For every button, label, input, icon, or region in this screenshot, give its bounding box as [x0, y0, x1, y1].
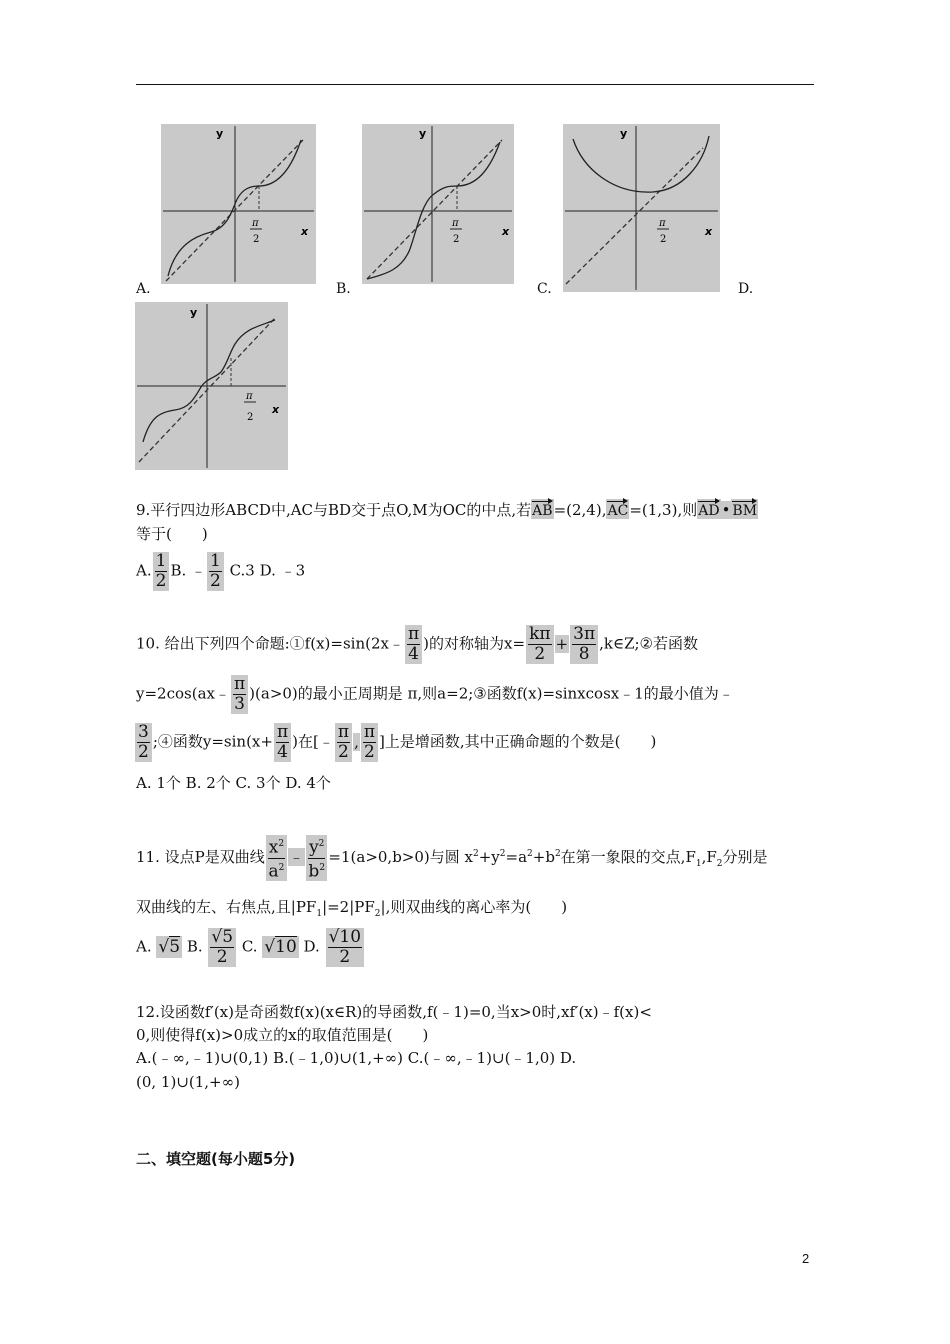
q10-line1 — [136, 625, 698, 664]
fraction-sqrt5-2 — [208, 928, 236, 967]
q11-text: 双曲线的左、右焦点,且|PF — [136, 898, 317, 916]
q10-text: y=2cos(ax﹣ — [136, 684, 230, 703]
q10-text: )的对称轴为x= — [423, 634, 526, 653]
q10-text: )在[﹣ — [292, 732, 334, 751]
pi-label: π — [252, 218, 259, 229]
numerator — [210, 928, 234, 948]
y-axis-label: y — [620, 127, 628, 140]
exponent: 2 — [527, 849, 533, 860]
sqrt-10 — [262, 936, 298, 958]
fraction-one-half — [207, 552, 224, 591]
radical-sign: √ — [211, 927, 223, 947]
radicand: 5 — [222, 927, 234, 947]
pi-label: π — [452, 218, 459, 229]
q9-line2: 等于( ) — [136, 525, 208, 543]
dot-product-symbol: • — [721, 501, 731, 519]
q11-text: +y — [478, 848, 500, 867]
numerator — [268, 835, 285, 859]
q11-line1 — [136, 835, 768, 881]
radicand: 10 — [275, 936, 297, 957]
radical-sign: √ — [328, 927, 340, 947]
q10-options: A. 1个 B. 2个 C. 3个 D. 4个 — [136, 774, 331, 792]
exponent: 2 — [278, 839, 285, 849]
q11-options — [136, 928, 365, 967]
two-label: 2 — [247, 412, 254, 423]
x-axis-label: x — [301, 225, 309, 238]
q11-option-d: D. — [298, 937, 325, 956]
subscript: 1 — [316, 909, 323, 919]
subscript: 1 — [695, 859, 702, 870]
graph-option-c — [563, 124, 720, 292]
q11-text: =1(a>0,b>0)与圆 x — [328, 848, 473, 867]
q10-text: )(a>0)的最小正周期是 π,则a=2;③函数f(x)=sinxcosx﹣1的最小值为﹣ — [249, 684, 734, 703]
numerator: π — [407, 624, 420, 644]
q11-option-a: A. — [136, 937, 157, 956]
q9-text: =(2,4), — [553, 501, 607, 519]
q11-text: |,则双曲线的离心率为( ) — [380, 898, 568, 916]
y-axis-label: y — [190, 306, 198, 319]
two-label: 2 — [660, 234, 667, 245]
numerator — [328, 928, 362, 948]
option-c-label: C. — [537, 281, 552, 297]
q10-text: ]上是增函数,其中正确命题的个数是( ) — [379, 732, 657, 751]
denominator: 2 — [534, 644, 546, 664]
exponent: 2 — [554, 849, 561, 860]
exponent: 2 — [319, 862, 326, 873]
x-axis-label: x — [705, 225, 713, 238]
q10-text: ,k∈Z;②若函数 — [599, 634, 699, 653]
q10-line3 — [134, 723, 656, 762]
q12-line3: A.(﹣∞,﹣1)∪(0,1) B.(﹣1,0)∪(1,+∞) C.(﹣∞,﹣1)∪(﹣1,0) D. — [136, 1049, 577, 1067]
fraction-pi-4 — [405, 625, 422, 664]
numerator — [308, 835, 325, 859]
numerator: kπ — [529, 624, 551, 644]
numerator: π — [233, 674, 246, 694]
fraction-pi-4 — [274, 723, 291, 762]
exponent: 2 — [318, 839, 325, 849]
sqrt-5 — [156, 936, 182, 958]
numerator: 1 — [155, 551, 167, 571]
minus-sign: ﹣ — [289, 848, 305, 867]
q11-text: |=2|PF — [322, 898, 375, 916]
denominator: 4 — [408, 644, 419, 664]
q9-text: 9.平行四边形ABCD中,AC与BD交于点O,M为OC的中点,若 — [136, 501, 532, 519]
q11-text: +b — [532, 848, 555, 867]
q9-options — [136, 552, 305, 591]
fraction-y2-b2 — [306, 835, 327, 881]
q12-line1: 12.设函数f′(x)是奇函数f(x)(x∈R)的导函数,f(﹣1)=0,当x>0时,xf′(x)﹣f(x)< — [136, 1003, 652, 1021]
denominator: 2 — [339, 947, 351, 967]
pi-label: π — [246, 391, 253, 402]
x-axis-label: x — [272, 403, 280, 416]
radicand: 10 — [339, 927, 362, 947]
fraction-pi-2 — [335, 723, 352, 762]
fraction-kpi-2 — [526, 625, 553, 664]
radicand: 5 — [169, 936, 181, 957]
denominator: 2 — [155, 571, 167, 591]
vector-ab: AB — [531, 499, 553, 519]
fraction-sqrt10-2 — [326, 928, 364, 967]
numerator: 3π — [573, 624, 596, 644]
denominator — [308, 859, 325, 882]
q12-line4: (0, 1)∪(1,+∞) — [136, 1073, 240, 1091]
comma: , — [354, 732, 359, 751]
q9-text: =(1,3),则 — [629, 501, 698, 519]
q10-text: ;④函数y=sin(x+ — [152, 732, 273, 751]
graph-option-b — [362, 124, 514, 284]
denominator: 2 — [364, 742, 375, 762]
fraction-3-2 — [135, 723, 152, 762]
denominator: 4 — [277, 742, 288, 762]
numerator: π — [276, 722, 289, 742]
vector-ad: AD — [697, 499, 720, 519]
q12-line2: 0,则使得f(x)>0成立的x的取值范围是( ) — [136, 1026, 429, 1044]
graph-option-a — [161, 124, 316, 284]
fraction-pi-2 — [361, 723, 378, 762]
q9-option-cd: C.3 D. ﹣3 — [224, 561, 306, 580]
two-label: 2 — [253, 234, 260, 245]
plus-sign: + — [555, 634, 569, 653]
q9-line1 — [136, 499, 758, 521]
numerator: 1 — [210, 551, 221, 571]
q11-text: ,F — [701, 848, 717, 867]
fraction-3pi-8 — [570, 625, 598, 664]
vector-ac: AC — [606, 499, 629, 519]
option-a-label: A. — [136, 281, 151, 297]
denominator: 2 — [338, 742, 349, 762]
graph-option-d — [135, 302, 288, 470]
q11-line2 — [136, 896, 567, 925]
exponent: 2 — [278, 862, 285, 873]
var-a: a — [268, 861, 279, 882]
q11-text: 分别是 — [722, 848, 768, 867]
section-heading: 二、填空题(每小题5分) — [136, 1150, 296, 1168]
pi-label: π — [659, 218, 666, 229]
y-axis-label: y — [419, 127, 427, 140]
denominator: 2 — [216, 947, 228, 967]
option-d-label: D. — [738, 281, 754, 297]
numerator: π — [337, 722, 350, 742]
numerator: π — [363, 722, 376, 742]
q11-option-c: C. — [237, 937, 263, 956]
q11-option-b: B. — [182, 937, 208, 956]
var-y: y — [309, 837, 319, 858]
q11-text: 11. 设点P是双曲线 — [136, 848, 265, 867]
denominator — [268, 859, 284, 882]
x-axis-label: x — [502, 225, 510, 238]
two-label: 2 — [453, 234, 460, 245]
q11-text: 在第一象限的交点,F — [560, 848, 696, 867]
q9-option-b: B. ﹣ — [170, 561, 206, 580]
y-axis-label: y — [216, 127, 224, 140]
q9-option-a: A. — [136, 561, 152, 580]
exponent: 2 — [499, 849, 506, 860]
fraction-pi-3 — [231, 675, 248, 714]
fraction-x2-a2 — [266, 835, 287, 881]
vector-bm: BM — [731, 499, 758, 519]
subscript: 2 — [374, 909, 381, 919]
subscript: 2 — [716, 859, 723, 870]
q10-text: 10. 给出下列四个命题:①f(x)=sin(2x﹣ — [136, 634, 404, 653]
radical-sign: √ — [158, 936, 170, 957]
page-number: 2 — [802, 1251, 810, 1266]
header-rule — [136, 84, 814, 85]
numerator: 3 — [138, 722, 149, 742]
denominator: 2 — [138, 742, 149, 762]
fraction-one-half — [153, 552, 170, 591]
denominator: 8 — [578, 644, 590, 664]
var-b: b — [308, 861, 320, 882]
q10-line2 — [136, 675, 734, 714]
denominator: 3 — [234, 694, 245, 714]
exponent: 2 — [473, 849, 479, 860]
q11-text: =a — [505, 848, 528, 867]
radical-sign: √ — [264, 936, 276, 957]
option-b-label: B. — [336, 281, 351, 297]
denominator: 2 — [210, 571, 221, 591]
var-x: x — [268, 837, 279, 858]
